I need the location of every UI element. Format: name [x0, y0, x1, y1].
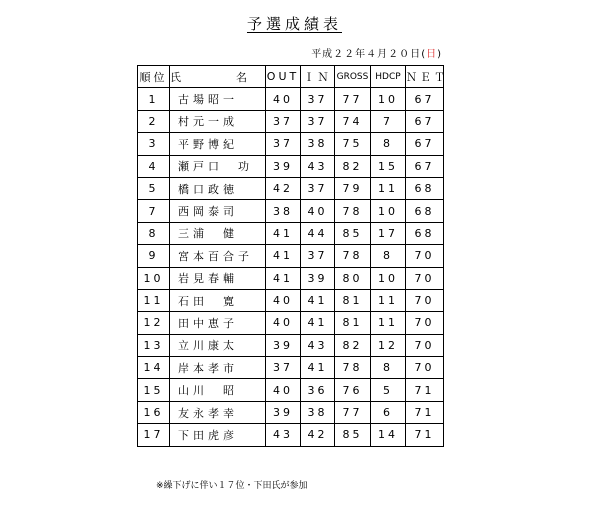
table-row — [138, 401, 444, 423]
cell-out: 40 — [266, 88, 301, 110]
cell-hdcp: 10 — [371, 88, 406, 110]
cell-net: 71 — [406, 401, 444, 423]
cell-in: 42 — [301, 424, 335, 446]
cell-out: 41 — [266, 222, 301, 244]
cell-name: 田中恵子 — [170, 312, 266, 334]
table-row — [138, 110, 444, 132]
cell-gross: 78 — [335, 357, 371, 379]
cell-net: 67 — [406, 155, 444, 177]
cell-gross: 81 — [335, 289, 371, 311]
cell-net: 70 — [406, 267, 444, 289]
cell-name: 下田虎彦 — [170, 424, 266, 446]
cell-name: 村元一成 — [170, 110, 266, 132]
date-day-close: ) — [437, 49, 442, 60]
cell-rank: 15 — [138, 379, 170, 401]
table-row — [138, 312, 444, 334]
header-net: ＮＥＴ — [406, 66, 444, 88]
page-title — [0, 13, 589, 34]
cell-gross: 80 — [335, 267, 371, 289]
cell-hdcp: 10 — [371, 200, 406, 222]
cell-name: 岩見春輔 — [170, 267, 266, 289]
cell-name: 西岡泰司 — [170, 200, 266, 222]
cell-gross: 82 — [335, 334, 371, 356]
table-row — [138, 177, 444, 199]
cell-net: 71 — [406, 379, 444, 401]
cell-in: 41 — [301, 312, 335, 334]
cell-gross: 77 — [335, 88, 371, 110]
cell-gross: 76 — [335, 379, 371, 401]
cell-gross: 81 — [335, 312, 371, 334]
footnote: ※繰下げに伴い１７位・下田氏が参加 — [156, 481, 308, 491]
cell-in: 41 — [301, 289, 335, 311]
cell-in: 37 — [301, 110, 335, 132]
cell-gross: 85 — [335, 424, 371, 446]
cell-name: 山川 昭 — [170, 379, 266, 401]
cell-rank: 11 — [138, 289, 170, 311]
table-row — [138, 222, 444, 244]
cell-rank: 17 — [138, 424, 170, 446]
cell-gross: 78 — [335, 200, 371, 222]
cell-out: 39 — [266, 334, 301, 356]
results-body — [138, 88, 444, 446]
cell-hdcp: 8 — [371, 133, 406, 155]
cell-name: 古場昭一 — [170, 88, 266, 110]
cell-hdcp: 7 — [371, 110, 406, 132]
cell-hdcp: 6 — [371, 401, 406, 423]
cell-in: 36 — [301, 379, 335, 401]
cell-rank: 1 — [138, 88, 170, 110]
cell-name: 三浦 健 — [170, 222, 266, 244]
date-day: 日 — [426, 49, 438, 60]
cell-gross: 82 — [335, 155, 371, 177]
cell-rank: 2 — [138, 110, 170, 132]
table-row — [138, 424, 444, 446]
cell-in: 38 — [301, 401, 335, 423]
table-row — [138, 379, 444, 401]
cell-gross: 85 — [335, 222, 371, 244]
cell-net: 67 — [406, 133, 444, 155]
cell-in: 41 — [301, 357, 335, 379]
cell-rank: 4 — [138, 155, 170, 177]
cell-out: 43 — [266, 424, 301, 446]
cell-out: 40 — [266, 379, 301, 401]
cell-rank: 3 — [138, 133, 170, 155]
cell-name: 立川康太 — [170, 334, 266, 356]
cell-out: 42 — [266, 177, 301, 199]
header-name: 氏 名 — [170, 66, 266, 88]
table-row — [138, 88, 444, 110]
cell-hdcp: 12 — [371, 334, 406, 356]
header-hdcp: HDCP — [371, 66, 406, 88]
cell-in: 38 — [301, 133, 335, 155]
cell-out: 41 — [266, 267, 301, 289]
cell-rank: 16 — [138, 401, 170, 423]
cell-hdcp: 11 — [371, 289, 406, 311]
cell-hdcp: 8 — [371, 357, 406, 379]
cell-gross: 78 — [335, 245, 371, 267]
cell-in: 43 — [301, 334, 335, 356]
cell-out: 40 — [266, 289, 301, 311]
cell-in: 37 — [301, 88, 335, 110]
cell-net: 70 — [406, 245, 444, 267]
table-row — [138, 357, 444, 379]
cell-hdcp: 15 — [371, 155, 406, 177]
cell-out: 38 — [266, 200, 301, 222]
cell-hdcp: 11 — [371, 177, 406, 199]
cell-in: 39 — [301, 267, 335, 289]
report-date — [311, 45, 442, 60]
cell-in: 43 — [301, 155, 335, 177]
cell-rank: 14 — [138, 357, 170, 379]
cell-gross: 77 — [335, 401, 371, 423]
cell-net: 70 — [406, 357, 444, 379]
table-row — [138, 289, 444, 311]
cell-gross: 79 — [335, 177, 371, 199]
cell-rank: 12 — [138, 312, 170, 334]
cell-name: 瀬戸口 功 — [170, 155, 266, 177]
cell-out: 37 — [266, 133, 301, 155]
cell-hdcp: 8 — [371, 245, 406, 267]
header-row — [138, 66, 444, 88]
cell-hdcp: 5 — [371, 379, 406, 401]
cell-hdcp: 11 — [371, 312, 406, 334]
cell-net: 70 — [406, 289, 444, 311]
cell-out: 39 — [266, 155, 301, 177]
cell-gross: 75 — [335, 133, 371, 155]
cell-out: 40 — [266, 312, 301, 334]
cell-net: 68 — [406, 222, 444, 244]
table-row — [138, 200, 444, 222]
cell-hdcp: 10 — [371, 267, 406, 289]
cell-out: 39 — [266, 401, 301, 423]
cell-net: 68 — [406, 200, 444, 222]
table-row — [138, 155, 444, 177]
cell-out: 37 — [266, 110, 301, 132]
date-text: 平成２２年４月２０日 — [311, 49, 422, 60]
cell-rank: 8 — [138, 222, 170, 244]
cell-name: 友永孝幸 — [170, 401, 266, 423]
cell-name: 宮本百合子 — [170, 245, 266, 267]
table-row — [138, 133, 444, 155]
header-in: ＩＮ — [301, 66, 335, 88]
cell-in: 37 — [301, 245, 335, 267]
title-text: 予選成績表 — [246, 15, 342, 33]
cell-out: 37 — [266, 357, 301, 379]
cell-in: 40 — [301, 200, 335, 222]
cell-net: 68 — [406, 177, 444, 199]
cell-rank: 7 — [138, 200, 170, 222]
cell-gross: 74 — [335, 110, 371, 132]
header-rank: 順位 — [138, 66, 170, 88]
cell-hdcp: 14 — [371, 424, 406, 446]
cell-name: 岸本孝市 — [170, 357, 266, 379]
cell-rank: 5 — [138, 177, 170, 199]
cell-in: 37 — [301, 177, 335, 199]
cell-name: 石田 寛 — [170, 289, 266, 311]
cell-in: 44 — [301, 222, 335, 244]
cell-name: 平野博紀 — [170, 133, 266, 155]
cell-net: 70 — [406, 334, 444, 356]
cell-rank: 10 — [138, 267, 170, 289]
header-gross: GROSS — [335, 66, 371, 88]
cell-rank: 9 — [138, 245, 170, 267]
cell-name: 橋口政徳 — [170, 177, 266, 199]
cell-net: 67 — [406, 88, 444, 110]
header-out: OUT — [266, 66, 301, 88]
cell-net: 70 — [406, 312, 444, 334]
cell-net: 71 — [406, 424, 444, 446]
cell-rank: 13 — [138, 334, 170, 356]
cell-net: 67 — [406, 110, 444, 132]
table-row — [138, 334, 444, 356]
table-row — [138, 267, 444, 289]
cell-hdcp: 17 — [371, 222, 406, 244]
results-table — [137, 65, 448, 447]
table-row — [138, 245, 444, 267]
date-day-open: ( — [421, 49, 427, 60]
cell-out: 41 — [266, 245, 301, 267]
